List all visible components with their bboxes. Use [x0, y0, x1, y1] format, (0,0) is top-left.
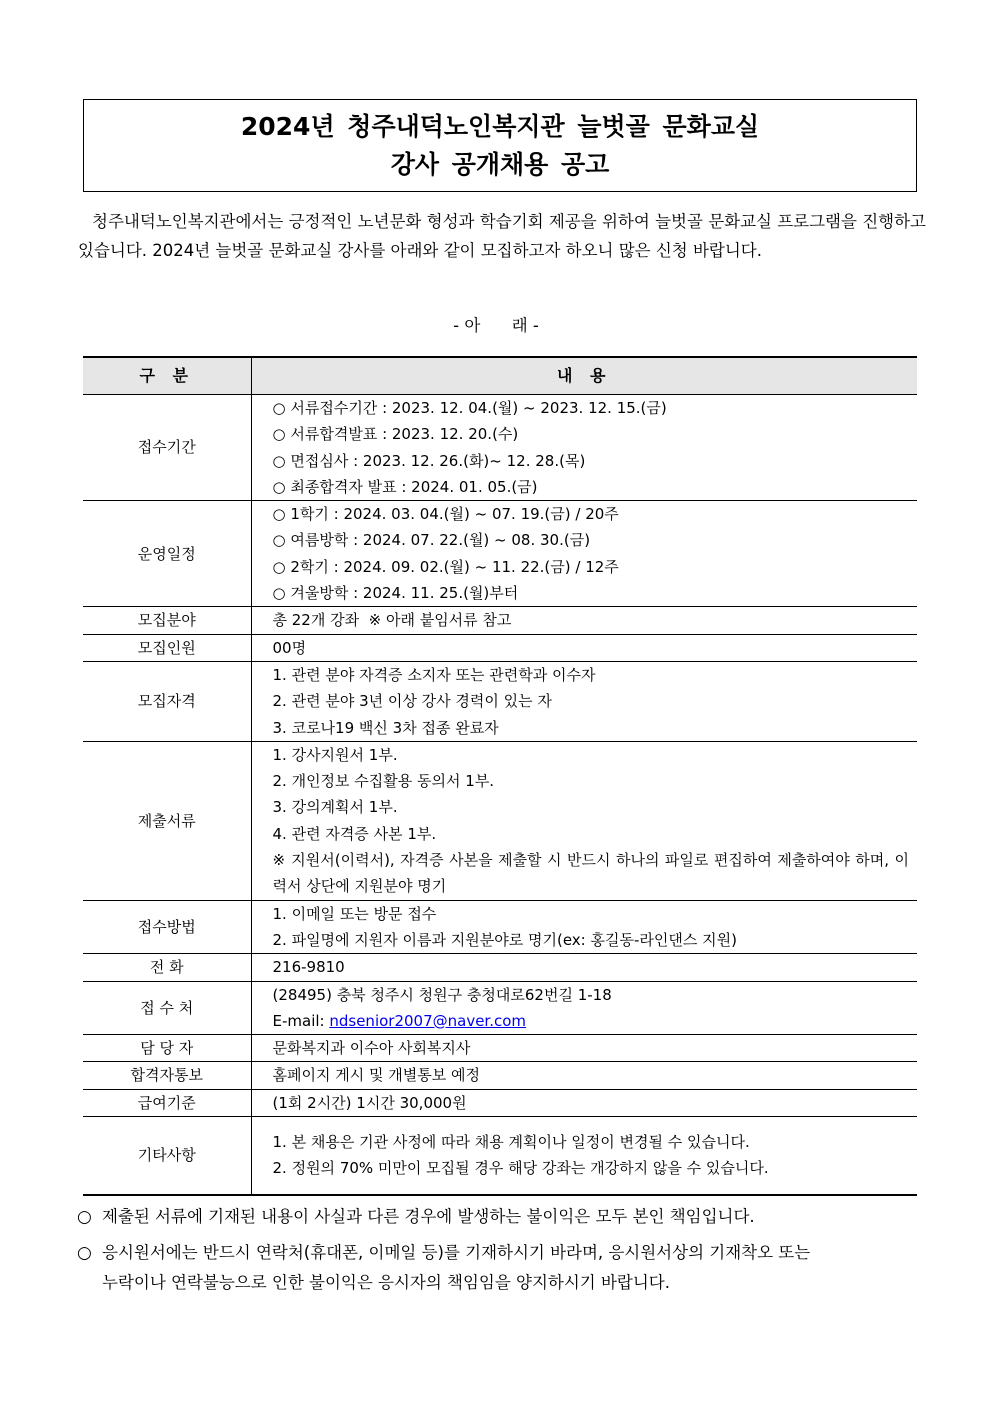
content-line: 3. 강의계획서 1부.	[272, 798, 398, 817]
content-line: 2. 관련 분야 3년 이상 강사 경력이 있는 자	[272, 692, 552, 711]
intro-paragraph: 청주내덕노인복지관에서는 긍정적인 노년문화 형성과 학습기회 제공을 위하여 늘벗골 문화교실 프로그램을 진행하고 있습니다. 2024년 늘벗골 문화교실 강사를 아래와 같이 모집하고자 하오니 많은 신청 바랍니다.	[78, 212, 926, 260]
row-label: 기타사항	[83, 1117, 251, 1195]
table-row	[83, 661, 917, 741]
content-line: 홈페이지 게시 및 개별통보 예정	[272, 1066, 480, 1085]
row-label: 접수방법	[83, 900, 251, 954]
row-content	[251, 607, 917, 634]
row-content	[251, 1035, 917, 1062]
row-label: 모집자격	[83, 661, 251, 741]
table-row	[83, 1117, 917, 1195]
row-content	[251, 1117, 917, 1195]
content-line: ○ 서류합격발표 : 2023. 12. 20.(수)	[272, 425, 519, 444]
row-content	[251, 634, 917, 661]
note-line: 응시원서에는 반드시 연락처(휴대폰, 이메일 등)를 기재하시기 바라며, 응시원서상의 기재착오 또는	[102, 1243, 811, 1262]
below-marker: - 아 래 -	[453, 316, 539, 335]
content-line: ○ 서류접수기간 : 2023. 12. 04.(월) ~ 2023. 12. 15.(금)	[272, 399, 667, 417]
row-label: 급여기준	[83, 1089, 251, 1116]
content-line: ○ 2학기 : 2024. 09. 02.(월) ~ 11. 22.(금) / 12주	[272, 557, 619, 576]
note-item	[77, 1238, 927, 1298]
row-label: 제출서류	[83, 741, 251, 900]
title-line-1: 2024년 청주내덕노인복지관 늘벗골 문화교실	[240, 111, 760, 141]
table-row	[83, 954, 917, 981]
content-line: 총 22개 강좌 ※ 아래 붙임서류 참고	[272, 611, 512, 630]
footer-notes	[77, 1202, 927, 1304]
table-row	[83, 1035, 917, 1062]
row-content	[251, 954, 917, 981]
row-label: 담 당 자	[83, 1035, 251, 1062]
recruitment-table	[83, 356, 917, 1196]
note-text	[102, 1202, 755, 1232]
row-label: 운영일정	[83, 501, 251, 607]
note-line: 누락이나 연락불능으로 인한 불이익은 응시자의 책임임을 양지하시기 바랍니다.	[102, 1273, 670, 1292]
email-line	[273, 1008, 910, 1034]
table-row	[83, 981, 917, 1035]
note-text	[102, 1238, 810, 1298]
row-content	[251, 661, 917, 741]
note-item	[77, 1202, 927, 1232]
row-label: 모집분야	[83, 607, 251, 634]
row-content	[251, 501, 917, 607]
row-content	[251, 395, 917, 501]
content-line: 3. 코로나19 백신 3차 접종 완료자	[272, 718, 499, 737]
content-line: 1. 이메일 또는 방문 접수	[272, 904, 437, 923]
email-prefix: E-mail:	[272, 1011, 330, 1030]
content-line: ○ 여름방학 : 2024. 07. 22.(월) ~ 08. 30.(금)	[272, 531, 591, 550]
content-line: 2. 개인정보 수집활용 동의서 1부.	[272, 772, 495, 791]
content-line: ○ 최종합격자 발표 : 2024. 01. 05.(금)	[272, 477, 538, 496]
row-content	[251, 741, 917, 900]
header-category: 구 분	[83, 357, 251, 395]
content-line: 216-9810	[272, 958, 345, 977]
table-row	[83, 1089, 917, 1116]
content-line: 00명	[272, 638, 307, 657]
row-content	[251, 1062, 917, 1089]
content-line: 1. 본 채용은 기관 사정에 따라 채용 계획이나 일정이 변경될 수 있습니다.	[272, 1133, 750, 1152]
content-line: 문화복지과 이수아 사회복지사	[272, 1039, 471, 1058]
table-row	[83, 395, 917, 501]
row-label: 전 화	[83, 954, 251, 981]
table-header-row	[83, 357, 917, 395]
content-line: 2. 정원의 70% 미만이 모집될 경우 해당 강좌는 개강하지 않을 수 있습니다.	[272, 1159, 769, 1178]
email-link[interactable]: ndsenior2007@naver.com	[329, 1011, 527, 1030]
content-line: ○ 면접심사 : 2023. 12. 26.(화)~ 12. 28.(목)	[272, 451, 586, 470]
table-row	[83, 900, 917, 954]
table-row	[83, 634, 917, 661]
content-line: 2. 파일명에 지원자 이름과 지원분야로 명기(ex: 홍길동-라인댄스 지원)	[272, 930, 737, 949]
table-row	[83, 501, 917, 607]
circle-bullet-icon: ○	[77, 1207, 92, 1227]
table-row	[83, 1062, 917, 1089]
content-line: ○ 겨울방학 : 2024. 11. 25.(월)부터	[272, 584, 519, 603]
table-row	[83, 741, 917, 900]
content-line: ○ 1학기 : 2024. 03. 04.(월) ~ 07. 19.(금) / 20주	[272, 505, 619, 524]
content-line: 1. 강사지원서 1부.	[272, 745, 398, 764]
row-content	[251, 1089, 917, 1116]
circle-bullet-icon: ○	[77, 1243, 92, 1263]
row-label: 모집인원	[83, 634, 251, 661]
content-line: (28495) 충북 청주시 청원구 충청대로62번길 1-18	[272, 985, 612, 1004]
row-content	[251, 981, 917, 1035]
row-label: 접 수 처	[83, 981, 251, 1035]
note-line: 제출된 서류에 기재된 내용이 사실과 다른 경우에 발생하는 불이익은 모두 본인 책임입니다.	[102, 1207, 755, 1226]
row-label: 접수기간	[83, 395, 251, 501]
content-line: 1. 관련 분야 자격증 소지자 또는 관련학과 이수자	[272, 665, 596, 684]
content-line: (1회 2시간) 1시간 30,000원	[272, 1093, 467, 1112]
title-box	[83, 99, 917, 192]
title-line-2: 강사 공개채용 공고	[390, 149, 610, 179]
table-row	[83, 607, 917, 634]
row-label: 합격자통보	[83, 1062, 251, 1089]
row-content	[251, 900, 917, 954]
content-note: ※ 지원서(이력서), 자격증 사본을 제출할 시 반드시 하나의 파일로 편집하여 제출하여야 하며, 이력서 상단에 지원분야 명기	[272, 851, 909, 896]
content-line: 4. 관련 자격증 사본 1부.	[272, 824, 437, 843]
header-content: 내 용	[251, 357, 917, 395]
